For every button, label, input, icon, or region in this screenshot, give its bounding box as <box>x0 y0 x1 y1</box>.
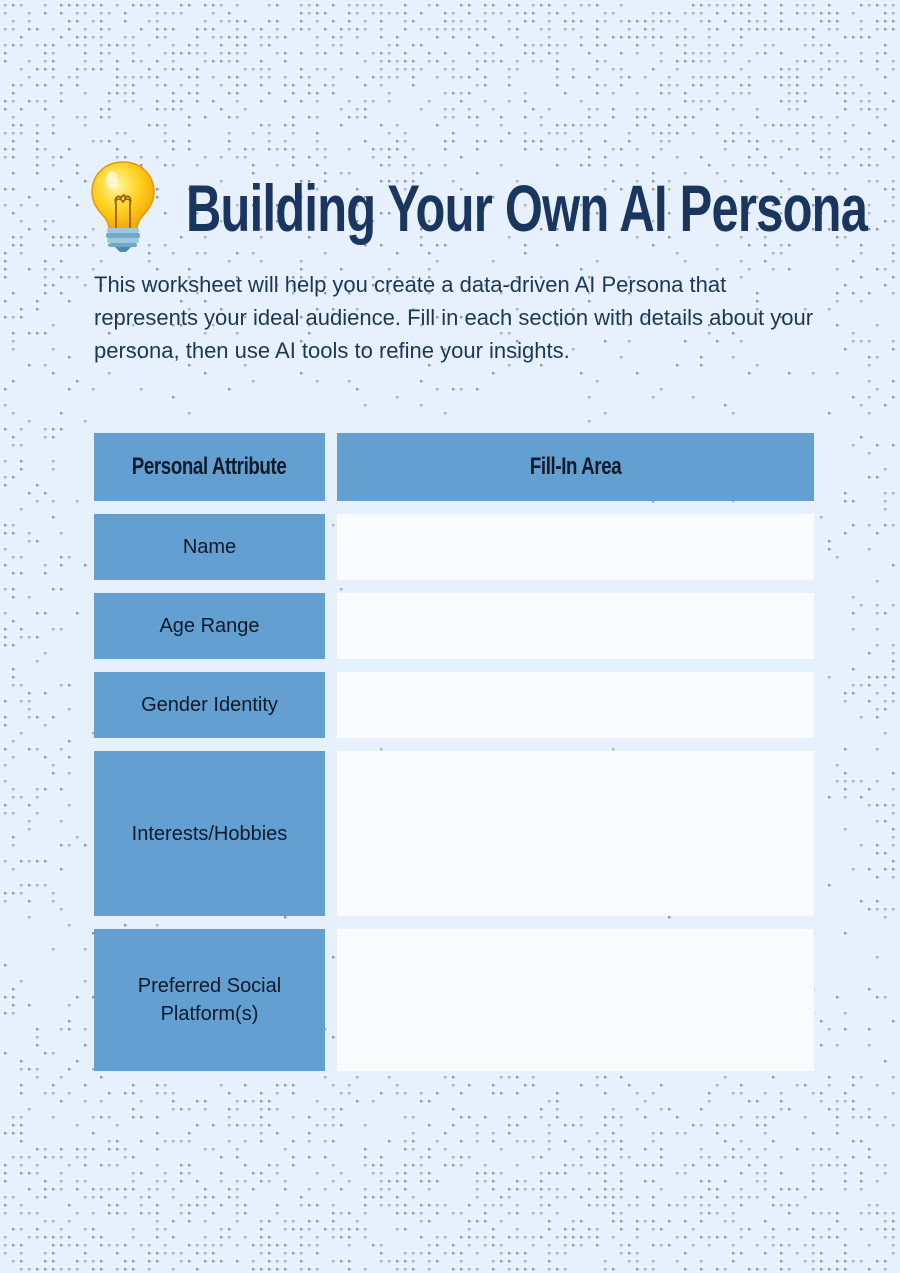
attribute-label-name: Name <box>94 514 325 580</box>
fill-in-interests-hobbies[interactable] <box>337 751 814 916</box>
lightbulb-icon <box>88 158 158 254</box>
page-title: Building Your Own AI Persona <box>186 171 868 245</box>
fill-in-preferred-social-platforms[interactable] <box>337 929 814 1071</box>
attribute-label-age-range: Age Range <box>94 593 325 659</box>
fill-in-age-range[interactable] <box>337 593 814 659</box>
column-header-attribute: Personal Attribute <box>94 433 325 501</box>
column-header-fill-in: Fill-In Area <box>337 433 814 501</box>
attribute-label-interests-hobbies: Interests/Hobbies <box>94 751 325 916</box>
intro-paragraph: This worksheet will help you create a data-driven AI Persona that represents your ideal audience. Fill in each section with details about your persona, then use AI tools to refine your insights. <box>94 272 814 363</box>
attribute-label-gender-identity: Gender Identity <box>94 672 325 738</box>
attribute-label-preferred-social-platforms: Preferred Social Platform(s) <box>94 929 325 1071</box>
fill-in-gender-identity[interactable] <box>337 672 814 738</box>
fill-in-name[interactable] <box>337 514 814 580</box>
